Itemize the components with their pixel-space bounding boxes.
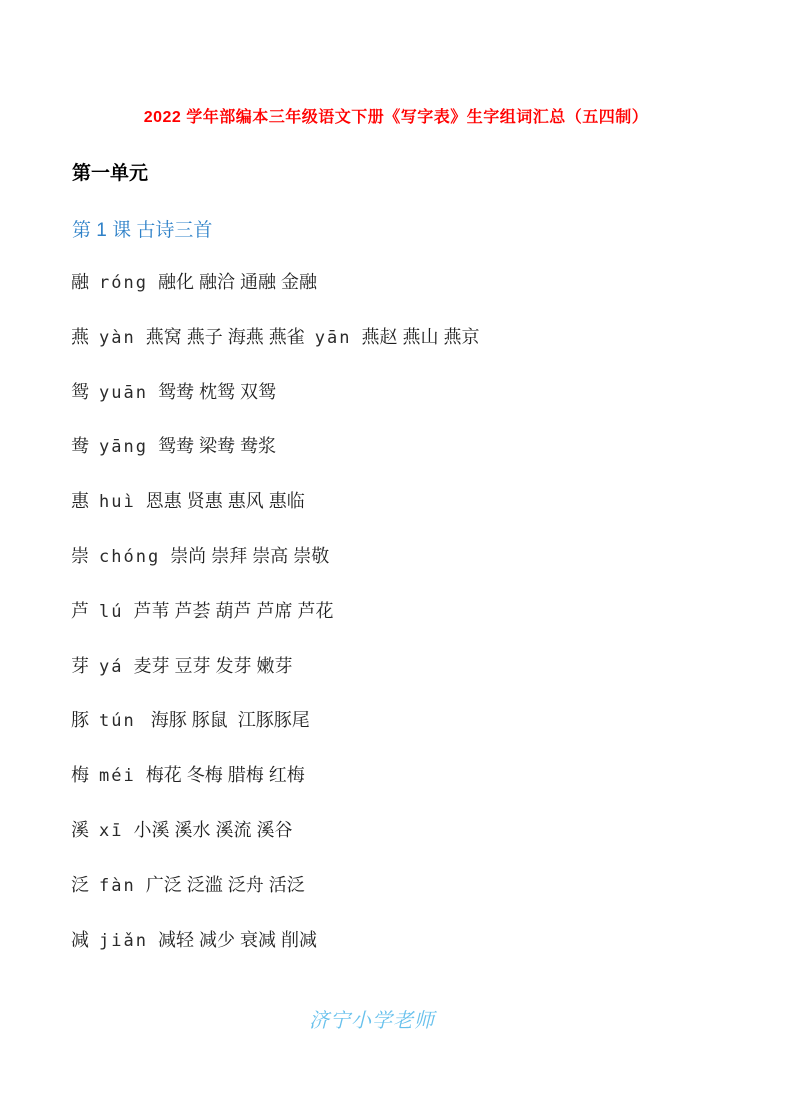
entry-row	[71, 820, 762, 875]
entry-row	[71, 327, 762, 382]
pinyin-reading: yàn	[99, 327, 136, 348]
pinyin-reading: tún	[99, 711, 136, 732]
entry-row	[71, 765, 762, 820]
new-character: 溪	[71, 819, 89, 840]
new-character: 燕	[71, 326, 89, 347]
pinyin-reading: méi	[99, 766, 136, 787]
new-character: 惠	[71, 491, 89, 512]
word-group: 海豚 豚鼠 江豚豚尾	[145, 710, 310, 731]
word-group: 麦芽 豆芽 发芽 嫩芽	[133, 655, 293, 676]
entry-row	[71, 601, 762, 656]
pinyin-reading: jiǎn	[99, 930, 148, 951]
entry-row	[71, 710, 762, 765]
word-group: 芦苇 芦荟 葫芦 芦席 芦花	[133, 600, 334, 621]
word-group: 减轻 减少 衰减 削减	[157, 929, 317, 950]
word-group: 燕窝 燕子 海燕 燕雀	[145, 326, 305, 347]
pinyin-reading: huì	[99, 492, 136, 513]
unit-heading: 第一单元	[72, 163, 149, 184]
new-character: 崇	[71, 545, 89, 566]
pinyin-reading: lú	[99, 601, 124, 622]
word-group: 鸳鸯 梁鸯 鸯浆	[157, 436, 276, 457]
new-character: 减	[71, 929, 89, 950]
word-group: 燕赵 燕山 燕京	[361, 326, 480, 347]
lesson-heading: 第 1 课 古诗三首	[72, 220, 213, 241]
new-character: 芦	[71, 600, 89, 621]
pinyin-reading: xī	[99, 820, 124, 841]
word-group: 小溪 溪水 溪流 溪谷	[133, 819, 293, 840]
new-character: 鸯	[71, 436, 89, 457]
pinyin-reading: chóng	[99, 546, 161, 567]
new-character: 泛	[71, 874, 89, 895]
watermark: 济宁小学老师	[309, 1008, 435, 1032]
new-character: 鸳	[71, 381, 89, 402]
pinyin-reading: yān	[314, 327, 352, 348]
word-group: 崇尚 崇拜 崇高 崇敬	[170, 545, 330, 566]
entry-row	[71, 930, 762, 985]
word-group: 梅花 冬梅 腊梅 红梅	[145, 765, 305, 786]
word-group: 融化 融洽 通融 金融	[157, 272, 317, 292]
new-character: 梅	[71, 765, 89, 786]
pinyin-reading: fàn	[99, 875, 136, 896]
entry-list	[71, 272, 762, 984]
pinyin-reading: yāng	[99, 437, 148, 458]
word-group: 广泛 泛滥 泛舟 活泛	[145, 874, 305, 895]
entry-row	[71, 382, 762, 437]
entry-row	[71, 272, 762, 327]
pinyin-reading: róng	[99, 273, 148, 293]
word-group: 鸳鸯 枕鸳 双鸳	[157, 381, 276, 402]
entry-row	[71, 875, 762, 930]
new-character: 融	[71, 272, 89, 292]
pinyin-reading: yuān	[99, 382, 148, 403]
document-title: 2022 学年部编本三年级语文下册《写字表》生字组词汇总（五四制）	[143, 109, 649, 126]
entry-row	[71, 656, 762, 711]
entry-row	[71, 546, 762, 601]
word-group: 恩惠 贤惠 惠风 惠临	[145, 491, 305, 512]
new-character: 豚	[71, 710, 89, 731]
pinyin-reading: yá	[99, 656, 124, 677]
new-character: 芽	[71, 655, 89, 676]
entry-row	[71, 436, 762, 491]
entry-row	[71, 491, 762, 546]
